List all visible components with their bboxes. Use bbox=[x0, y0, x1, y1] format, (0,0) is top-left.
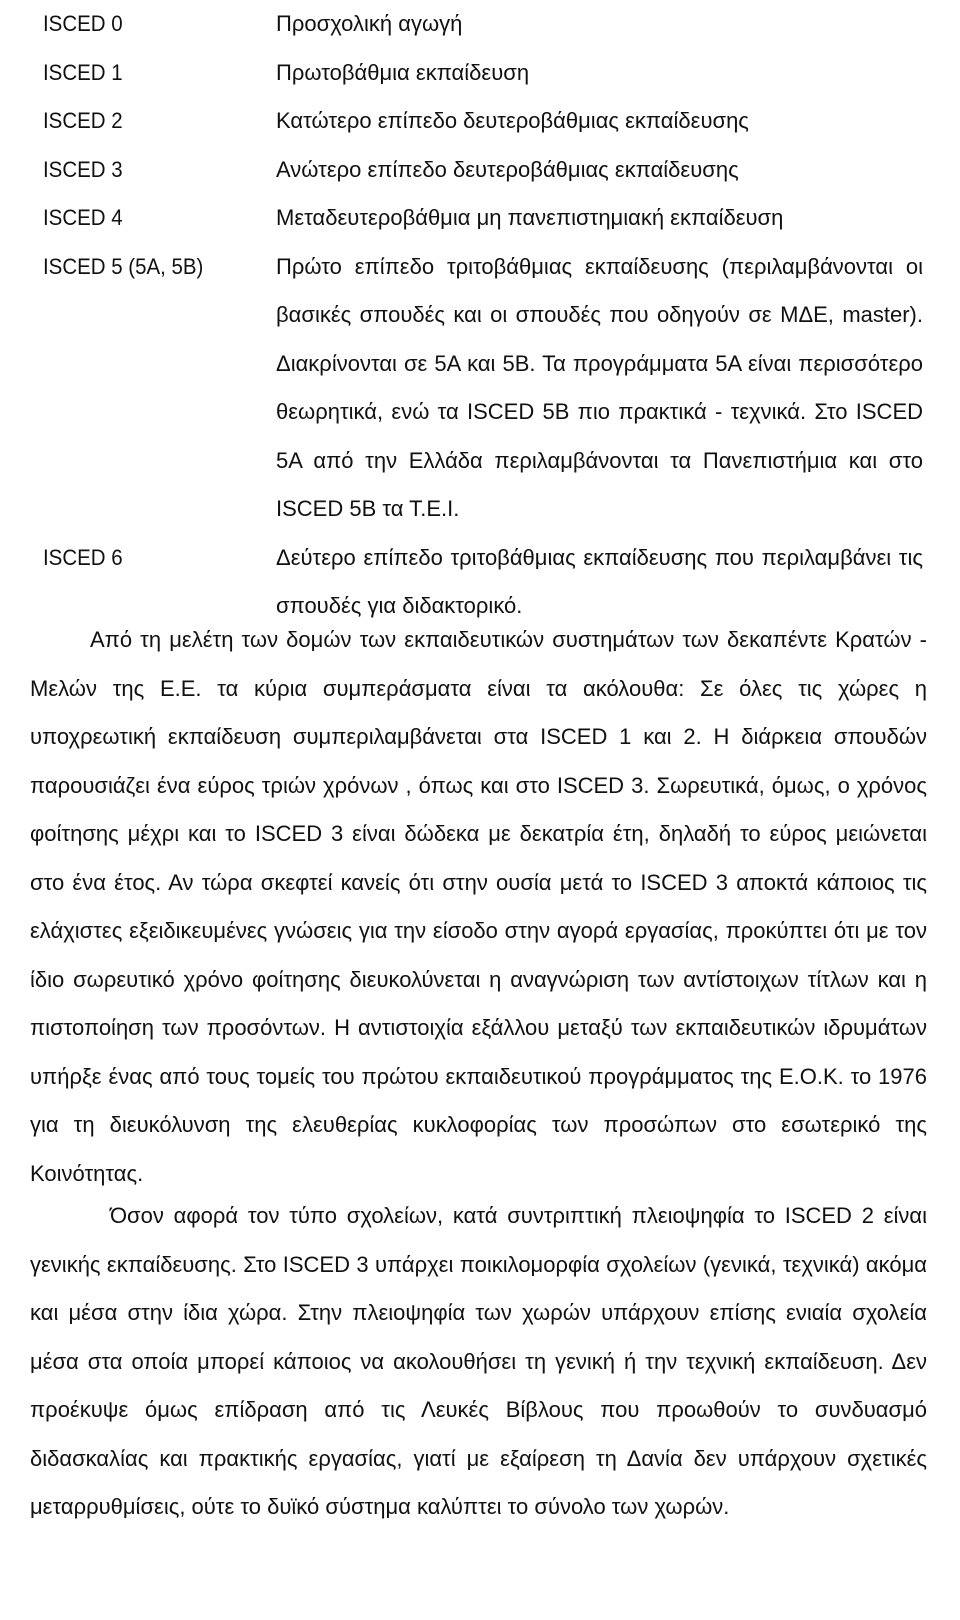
isced-row bbox=[43, 97, 935, 146]
isced-description: Πρωτοβάθμια εκπαίδευση bbox=[276, 59, 530, 85]
body-paragraph: Από τη μελέτη των δομών των εκπαιδευτικών συστημάτων των δεκαπέντε Κρατών - Μελών της Ε.Ε. τα κύρια συμπεράσματα είναι τα ακόλουθα: Σε όλες τις χώρες η υποχρεωτική εκπαίδευση συμπεριλαμβάνεται στα ISCED 1 και 2. Η διάρκεια σπουδών παρουσιάζει ένα εύρος τριών χρόνων , όπως και στο ISCED 3. Σωρευτικά, όμως, ο χρόνος φοίτησης μέχρι και το ISCED 3 είναι δώδεκα με δεκατρία έτη, δηλαδή το εύρος μειώνεται στο ένα έτος. Αν τώρα σκεφτεί κανείς ότι στην ουσία μετά το ISCED 3 αποκτά κάποιος τις ελάχιστες εξειδικευμένες γνώσεις για την είσοδο στην αγορά εργασίας, προκύπτει ότι με τον ίδιο σωρευτικό χρόνο φοίτησης διευκολύνεται η αναγνώριση των αντίστοιχων τίτλων και η πιστοποίηση των προσόντων. Η αντιστοιχία εξάλλου μεταξύ των εκπαιδευτικών ιδρυμάτων υπήρξε ένας από τους τομείς του πρώτου εκπαιδευτικού προγράμματος της Ε.Ο.Κ. το 1976 για τη διευκόλυνση της ελευθερίας κυκλοφορίας των προσώπων στο εσωτερικό της Κοινότητας. bbox=[30, 627, 927, 1186]
isced-description: Μεταδευτεροβάθμια μη πανεπιστημιακή εκπαίδευση bbox=[276, 205, 784, 230]
isced-row bbox=[43, 243, 935, 534]
isced-code: ISCED 3 bbox=[43, 156, 123, 182]
isced-description: Ανώτερο επίπεδο δευτεροβάθμιας εκπαίδευσης bbox=[276, 156, 739, 182]
isced-row bbox=[43, 146, 935, 195]
isced-code: ISCED 5 (5A, 5B) bbox=[43, 253, 204, 279]
isced-row bbox=[43, 49, 935, 98]
isced-level-list bbox=[43, 0, 935, 631]
isced-code: ISCED 6 bbox=[43, 544, 123, 570]
isced-code: ISCED 2 bbox=[43, 108, 123, 133]
isced-row bbox=[43, 0, 935, 49]
isced-description: Πρώτο επίπεδο τριτοβάθμιας εκπαίδευσης (περιλαμβάνονται οι βασικές σπουδές και οι σπουδές που οδηγούν σε ΜΔΕ, master). Διακρίνονται σε 5Α και 5Β. Τα προγράμματα 5Α είναι περισσότερο θεωρητικά, ενώ τα ISCED 5B πιο πρακτικά - τεχνικά. Στο ISCED 5A από την Ελλάδα περιλαμβάνονται τα Πανεπιστήμια και στο ISCED 5B τα Τ.Ε.Ι. bbox=[276, 253, 923, 521]
isced-description: Δεύτερο επίπεδο τριτοβάθμιας εκπαίδευσης που περιλαμβάνει τις σπουδές για διδακτορικό. bbox=[276, 544, 923, 618]
isced-code: ISCED 0 bbox=[43, 11, 123, 36]
body-paragraph: Όσον αφορά τον τύπο σχολείων, κατά συντριπτική πλειοψηφία το ISCED 2 είναι γενικής εκπαίδευσης. Στο ISCED 3 υπάρχει ποικιλομορφία σχολείων (γενικά, τεχνικά) ακόμα και μέσα στην ίδια χώρα. Στην πλειοψηφία των χωρών υπάρχουν επίσης ενιαία σχολεία μέσα στα οποία μπορεί κάποιος να ακολουθήσει τη γενική ή την τεχνική εκπαίδευση. Δεν προέκυψε όμως επίδραση από τις Λευκές Βίβλους που προωθούν το συνδυασμό διδασκαλίας και πρακτικής εργασίας, γιατί με εξαίρεση τη Δανία δεν υπάρχουν σχετικές μεταρρυθμίσεις, ούτε το δυϊκό σύστημα καλύπτει το σύνολο των χωρών. bbox=[30, 1203, 927, 1519]
isced-description: Κατώτερο επίπεδο δευτεροβάθμιας εκπαίδευσης bbox=[276, 108, 749, 133]
isced-code: ISCED 1 bbox=[43, 59, 123, 85]
isced-row bbox=[43, 194, 935, 243]
isced-code: ISCED 4 bbox=[43, 205, 123, 230]
isced-description: Προσχολική αγωγή bbox=[276, 11, 463, 36]
